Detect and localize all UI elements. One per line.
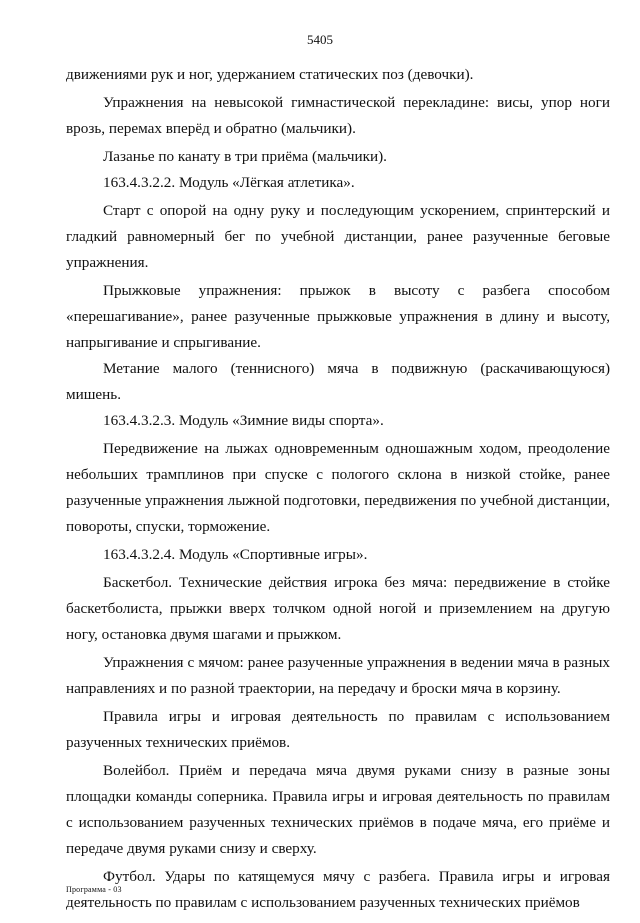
paragraph: Старт с опорой на одну руку и последующим ускорением, спринтерский и гладкий равномерный бег по учебной дистанции, ранее разученные беговые упражнения. [66, 202, 610, 271]
paragraph: Правила игры и игровая деятельность по правилам с использованием разученных технических приёмов. [66, 708, 610, 751]
footer-label: Программа - 03 [66, 885, 122, 894]
paragraph: Прыжковые упражнения: прыжок в высоту с разбега способом «перешагивание», ранее разученные прыжковые упражнения в длину и высоту, напрыгивание и спрыгивание. [66, 282, 610, 351]
paragraph: Футбол. Удары по катящемуся мячу с разбега. Правила игры и игровая деятельность по правилам с использованием разученных технических приёмов [66, 868, 610, 911]
paragraph: Метание малого (теннисного) мяча в подвижную (раскачивающуюся) мишень. [66, 360, 610, 403]
section-heading: 163.4.3.2.2. Модуль «Лёгкая атлетика». [103, 174, 355, 191]
paragraph: Упражнения с мячом: ранее разученные упражнения в ведении мяча в разных направлениях и по разной траектории, на передачу и броски мяча в корзину. [66, 654, 610, 697]
section-heading: 163.4.3.2.4. Модуль «Спортивные игры». [103, 546, 368, 563]
paragraph: Лазанье по канату в три приёма (мальчики). [103, 148, 387, 165]
document-body [66, 62, 610, 916]
page-number: 5405 [307, 32, 333, 47]
paragraph: Упражнения на невысокой гимнастической перекладине: висы, упор ноги врозь, перемах вперёд и обратно (мальчики). [66, 94, 610, 137]
paragraph: Волейбол. Приём и передача мяча двумя руками снизу в разные зоны площадки команды соперника. Правила игры и игровая деятельность по правилам с использованием разученных технических приёмов в подаче мяча, его приёме и передаче двумя руками снизу и сверху. [66, 762, 610, 857]
paragraph: Баскетбол. Технические действия игрока без мяча: передвижение в стойке баскетболиста, прыжки вверх толчком одной ногой и приземлением на другую ногу, остановка двумя шагами и прыжком. [66, 574, 610, 643]
paragraph: Передвижение на лыжах одновременным одношажным ходом, преодоление небольших трамплинов при спуске с пологого склона в низкой стойке, ранее разученные упражнения лыжной подготовки, передвижения по учебной дистанции, повороты, спуски, торможение. [66, 440, 610, 535]
section-heading: 163.4.3.2.3. Модуль «Зимние виды спорта». [103, 412, 384, 429]
paragraph: движениями рук и ног, удержанием статических поз (девочки). [66, 66, 474, 83]
